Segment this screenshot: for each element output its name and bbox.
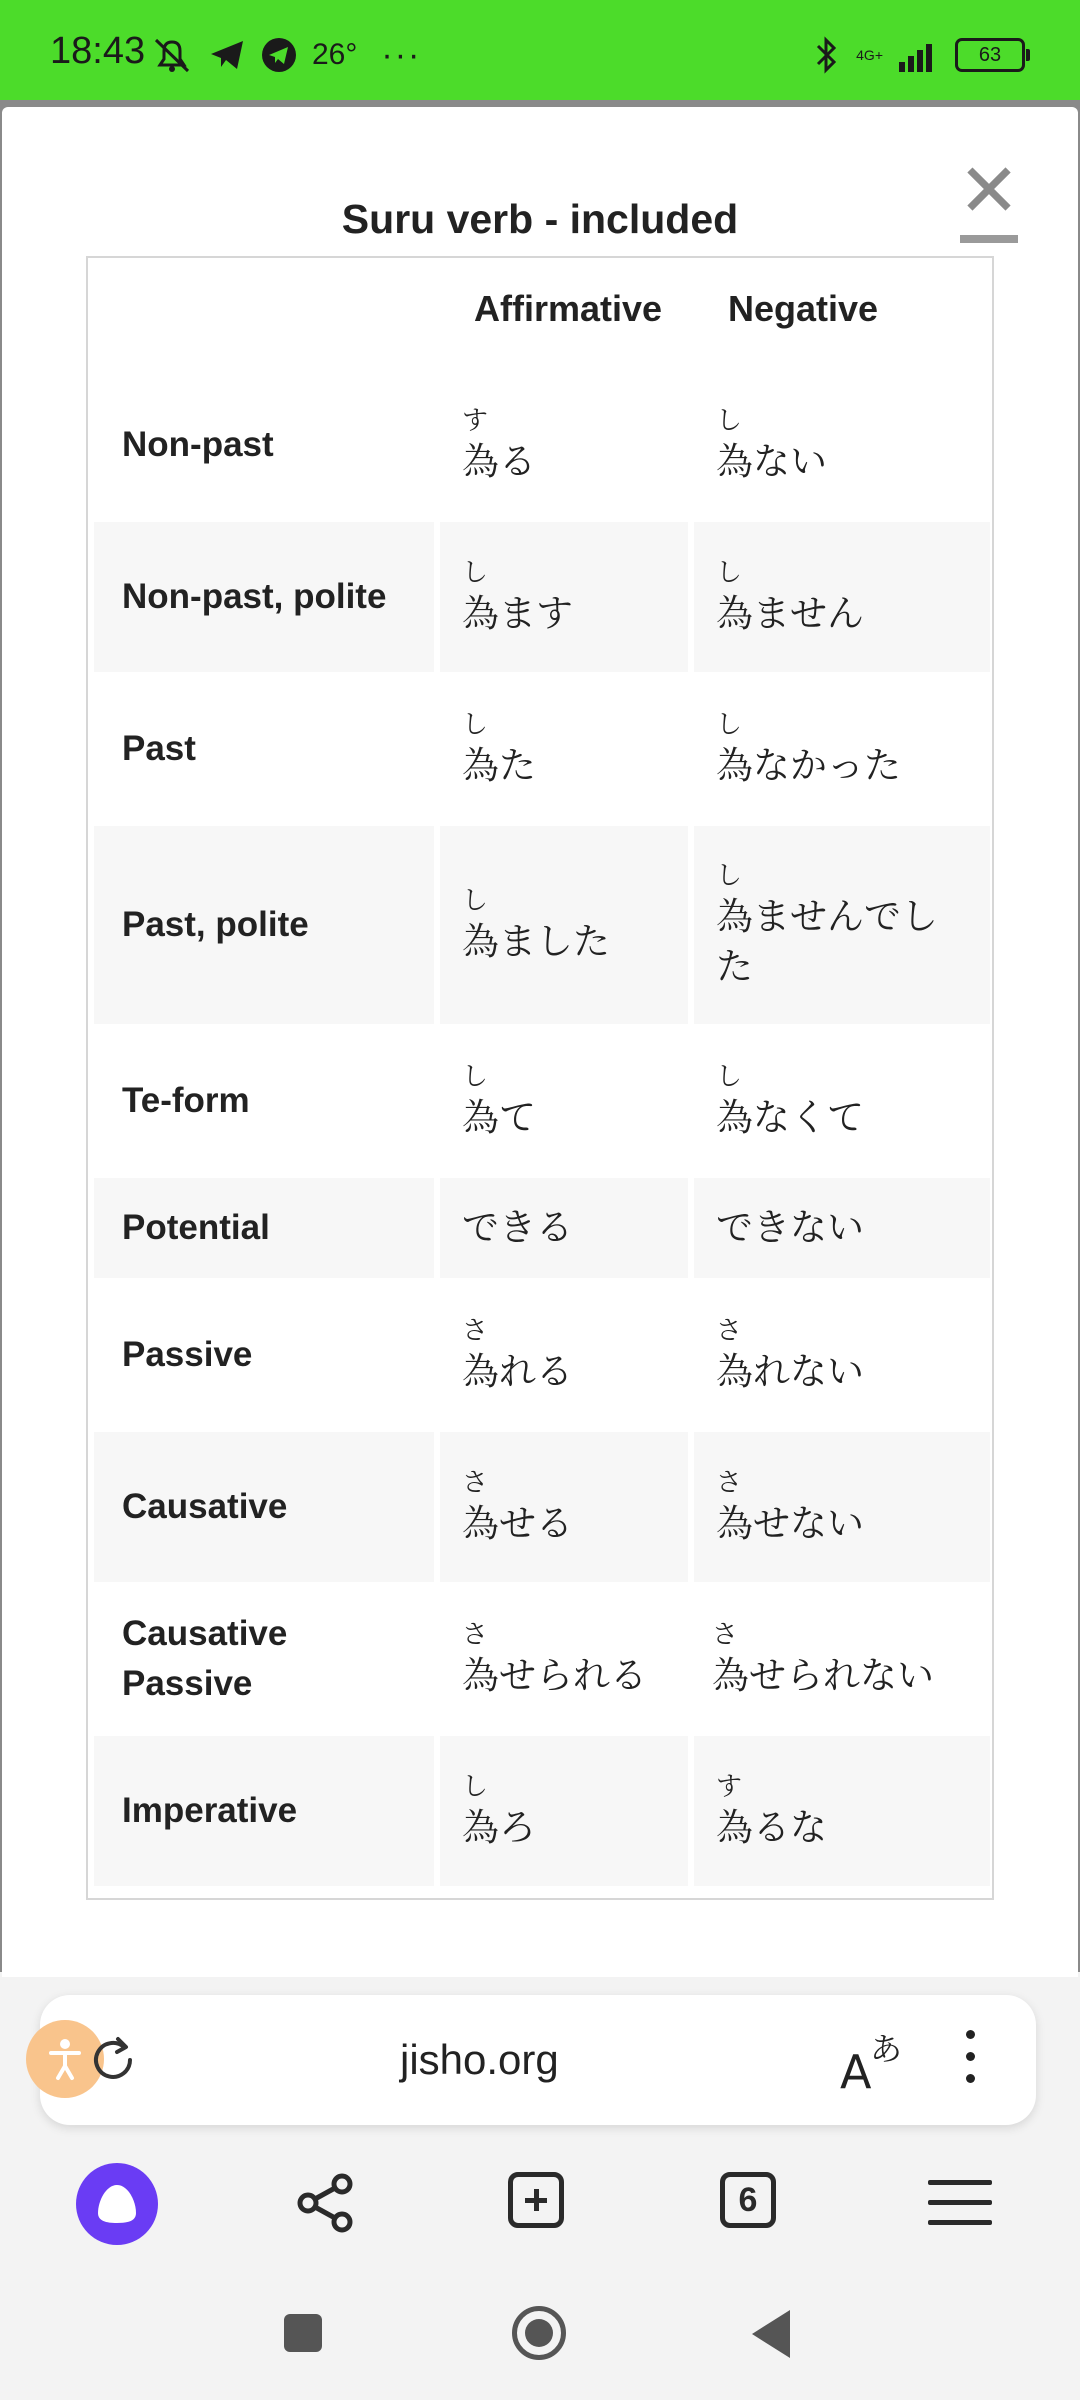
mute-icon bbox=[150, 35, 194, 75]
negative-form: 為ません bbox=[716, 593, 864, 634]
affirmative-form: 為ました bbox=[462, 921, 610, 962]
furigana: さ bbox=[462, 1619, 489, 1649]
negative-form: 為ませんでした bbox=[716, 896, 938, 987]
translate-icon[interactable] bbox=[838, 2024, 910, 2096]
table-row bbox=[94, 826, 990, 1024]
furigana: す bbox=[462, 405, 489, 435]
network-type: 4G+ bbox=[856, 47, 883, 63]
affirmative-form: 為た bbox=[462, 745, 536, 786]
affirmative-form: 為ろ bbox=[462, 1807, 536, 1848]
row-label: Causative Passive bbox=[122, 1614, 288, 1703]
alice-icon bbox=[76, 2163, 158, 2245]
menu-button[interactable] bbox=[928, 2180, 992, 2226]
furigana: さ bbox=[462, 1315, 489, 1345]
tabs-button[interactable] bbox=[720, 2172, 776, 2228]
svg-text:A: A bbox=[840, 2045, 872, 2096]
furigana: す bbox=[716, 1771, 743, 1801]
affirmative-form: 為せられる bbox=[462, 1655, 647, 1696]
table-row bbox=[94, 1584, 990, 1734]
battery-level: 63 bbox=[978, 44, 1002, 66]
more-options-button[interactable] bbox=[960, 2030, 980, 2090]
table-row bbox=[94, 674, 990, 824]
negative-form: 為せられない bbox=[712, 1655, 934, 1696]
battery-icon bbox=[955, 38, 1025, 72]
negative-form: 為なくて bbox=[716, 1097, 864, 1138]
status-time: 18:43 bbox=[50, 30, 146, 72]
furigana: さ bbox=[716, 1467, 743, 1497]
furigana: し bbox=[462, 709, 489, 739]
close-icon: ✕ bbox=[958, 149, 1021, 232]
conjugation-table bbox=[86, 256, 994, 1900]
row-label: Past bbox=[122, 729, 196, 768]
modal-title: Suru verb - included bbox=[341, 196, 739, 242]
row-label: Imperative bbox=[122, 1791, 298, 1830]
negative-form: 為るな bbox=[716, 1807, 827, 1848]
table-row bbox=[94, 1736, 990, 1886]
row-label: Non-past bbox=[122, 425, 274, 464]
table-row bbox=[94, 1432, 990, 1582]
status-bar bbox=[0, 0, 1080, 100]
furigana: さ bbox=[716, 1315, 743, 1345]
furigana: し bbox=[462, 1061, 489, 1091]
table-row bbox=[94, 522, 990, 672]
status-temperature: 26° bbox=[312, 38, 358, 71]
tab-count: 6 bbox=[738, 2181, 758, 2219]
furigana: し bbox=[462, 885, 489, 915]
header-affirmative: Affirmative bbox=[474, 288, 663, 329]
affirmative-form: 為せる bbox=[462, 1503, 573, 1544]
table-header-row bbox=[94, 258, 990, 368]
furigana: し bbox=[716, 1061, 743, 1091]
furigana: し bbox=[716, 405, 743, 435]
header-negative: Negative bbox=[728, 288, 879, 329]
table-row bbox=[94, 1178, 990, 1278]
furigana: し bbox=[716, 860, 743, 890]
signal-icon bbox=[899, 38, 939, 72]
new-tab-button[interactable] bbox=[508, 2172, 564, 2228]
negative-form: 為せない bbox=[716, 1503, 864, 1544]
furigana: し bbox=[716, 709, 743, 739]
table-row bbox=[94, 1280, 990, 1430]
row-label: Potential bbox=[122, 1208, 270, 1247]
status-left-icons bbox=[150, 30, 421, 80]
alice-assistant-button[interactable] bbox=[76, 2163, 158, 2245]
svg-text:あ: あ bbox=[870, 2030, 903, 2068]
furigana: さ bbox=[712, 1619, 739, 1649]
negative-form: 為れない bbox=[716, 1351, 864, 1392]
status-more: ··· bbox=[381, 35, 422, 74]
row-label: Te-form bbox=[122, 1081, 250, 1120]
furigana: し bbox=[462, 557, 489, 587]
furigana: し bbox=[462, 1771, 489, 1801]
share-icon[interactable] bbox=[294, 2172, 356, 2234]
table-row bbox=[94, 1026, 990, 1176]
row-label: Past, polite bbox=[122, 905, 309, 944]
bluetooth-icon bbox=[814, 35, 840, 75]
negative-form: できない bbox=[716, 1207, 864, 1248]
negative-form: 為なかった bbox=[716, 745, 901, 786]
home-button[interactable] bbox=[512, 2306, 566, 2360]
back-button[interactable] bbox=[752, 2310, 790, 2358]
row-label: Causative bbox=[122, 1487, 288, 1526]
furigana: し bbox=[716, 557, 743, 587]
row-label: Passive bbox=[122, 1335, 253, 1374]
affirmative-form: できる bbox=[462, 1207, 573, 1248]
furigana: さ bbox=[462, 1467, 489, 1497]
row-label: Non-past, polite bbox=[122, 577, 387, 616]
recent-apps-button[interactable] bbox=[284, 2314, 322, 2352]
table-row bbox=[94, 370, 990, 520]
telegram-icon bbox=[208, 37, 246, 73]
affirmative-form: 為る bbox=[462, 441, 536, 482]
url-text[interactable]: jisho.org bbox=[400, 2036, 559, 2083]
reload-icon[interactable] bbox=[86, 2033, 140, 2087]
affirmative-form: 為ます bbox=[462, 593, 573, 634]
affirmative-form: 為れる bbox=[462, 1351, 573, 1392]
telegram-circle-icon bbox=[260, 36, 298, 74]
negative-form: 為ない bbox=[716, 441, 827, 482]
affirmative-form: 為て bbox=[462, 1097, 536, 1138]
status-right-icons bbox=[814, 30, 1025, 80]
